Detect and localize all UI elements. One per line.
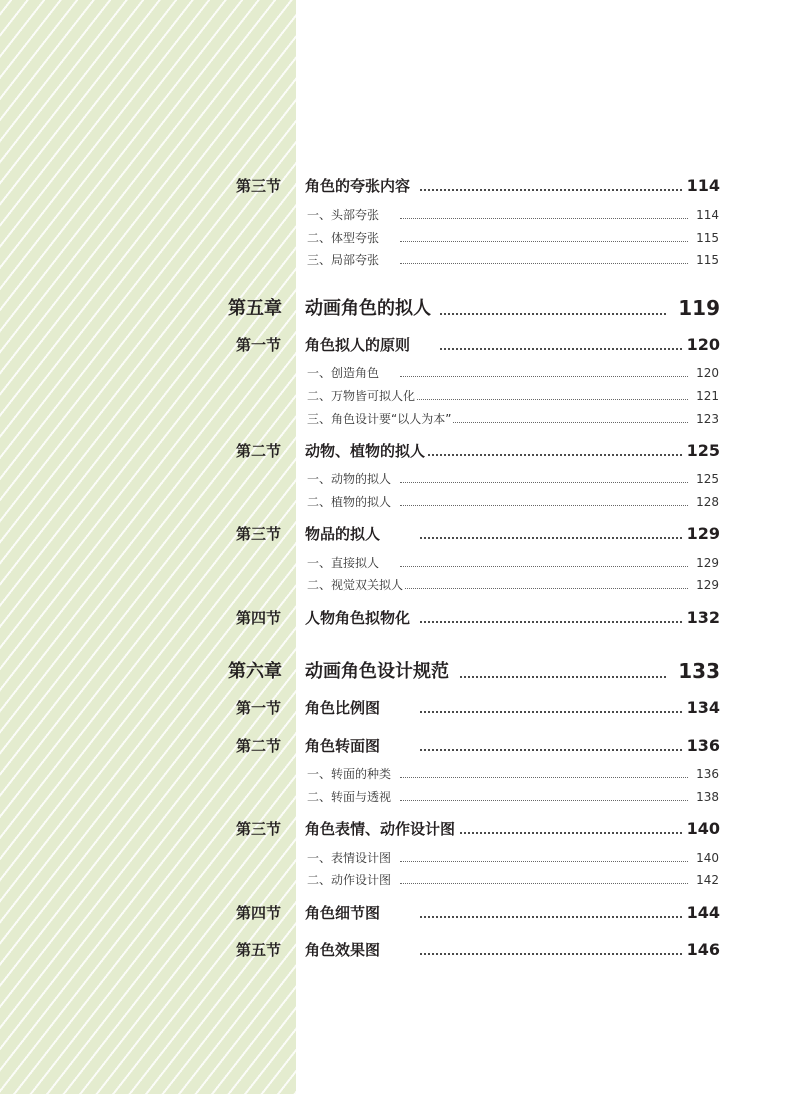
page-number: 114 xyxy=(696,208,719,222)
leader-dots xyxy=(400,566,688,567)
leader-dots xyxy=(440,348,682,350)
toc-section-row[interactable] xyxy=(0,938,800,958)
section-number: 第四节 xyxy=(236,609,282,627)
subsection-title: 二、万物皆可拟人化 xyxy=(307,389,416,403)
leader-dots xyxy=(400,777,688,778)
toc-subsection-row[interactable] xyxy=(0,870,800,886)
subsection-title: 三、局部夸张 xyxy=(307,253,380,267)
section-number: 第一节 xyxy=(236,336,282,354)
toc-section-row[interactable] xyxy=(0,696,800,716)
toc-chapter-row[interactable] xyxy=(0,657,800,681)
page-number: 140 xyxy=(686,819,720,838)
subsection-title: 二、动作设计图 xyxy=(307,873,392,887)
section-title: 角色效果图 xyxy=(305,941,381,959)
subsection-title: 一、头部夸张 xyxy=(307,208,380,222)
subsection-title: 二、体型夸张 xyxy=(307,231,380,245)
leader-dots xyxy=(420,189,682,191)
leader-dots xyxy=(460,676,666,678)
page-number: 142 xyxy=(696,873,719,887)
page-number: 129 xyxy=(696,578,719,592)
leader-dots xyxy=(400,218,688,219)
toc-subsection-row[interactable] xyxy=(0,787,800,803)
page-number: 144 xyxy=(686,903,720,922)
section-title: 角色细节图 xyxy=(305,904,381,922)
section-number: 第二节 xyxy=(236,737,282,755)
section-number: 第四节 xyxy=(236,904,282,922)
leader-dots xyxy=(420,711,682,713)
section-title: 角色转面图 xyxy=(305,737,381,755)
page-number: 136 xyxy=(686,736,720,755)
page-number: 114 xyxy=(686,176,720,195)
page-number: 134 xyxy=(686,698,720,717)
toc-subsection-row[interactable] xyxy=(0,764,800,780)
subsection-title: 二、转面与透视 xyxy=(307,790,392,804)
toc-subsection-row[interactable] xyxy=(0,409,800,425)
leader-dots xyxy=(420,916,682,918)
page-number: 140 xyxy=(696,851,719,865)
page-number: 120 xyxy=(686,335,720,354)
toc-section-row[interactable] xyxy=(0,439,800,459)
page-number: 115 xyxy=(696,253,719,267)
leader-dots xyxy=(400,241,688,242)
leader-dots xyxy=(400,861,688,862)
section-title: 动物、植物的拟人 xyxy=(305,442,426,460)
page-number: 115 xyxy=(696,231,719,245)
section-number: 第五节 xyxy=(236,941,282,959)
chapter-number: 第六章 xyxy=(228,661,282,682)
subsection-title: 一、表情设计图 xyxy=(307,851,392,865)
section-number: 第一节 xyxy=(236,699,282,717)
toc-subsection-row[interactable] xyxy=(0,228,800,244)
section-title: 角色比例图 xyxy=(305,699,381,717)
leader-dots xyxy=(400,376,688,377)
toc-subsection-row[interactable] xyxy=(0,205,800,221)
toc-subsection-row[interactable] xyxy=(0,363,800,379)
leader-dots xyxy=(420,621,682,623)
section-title: 角色的夸张内容 xyxy=(305,177,411,195)
leader-dots xyxy=(400,505,688,506)
page-number: 120 xyxy=(696,366,719,380)
page-number: 123 xyxy=(696,412,719,426)
page-number: 138 xyxy=(696,790,719,804)
page-number: 125 xyxy=(696,472,719,486)
subsection-title: 一、创造角色 xyxy=(307,366,380,380)
page-number: 146 xyxy=(686,940,720,959)
leader-dots xyxy=(460,832,682,834)
toc-chapter-row[interactable] xyxy=(0,294,800,318)
toc-subsection-row[interactable] xyxy=(0,848,800,864)
chapter-title: 动画角色的拟人 xyxy=(305,298,431,319)
section-title: 物品的拟人 xyxy=(305,525,381,543)
leader-dots xyxy=(420,454,682,456)
leader-dots xyxy=(400,883,688,884)
section-number: 第三节 xyxy=(236,177,282,195)
subsection-title: 一、直接拟人 xyxy=(307,556,380,570)
toc-subsection-row[interactable] xyxy=(0,575,800,591)
subsection-title: 三、角色设计要“以人为本” xyxy=(307,412,452,426)
leader-dots xyxy=(420,749,682,751)
subsection-title: 一、转面的种类 xyxy=(307,767,392,781)
page-number: 125 xyxy=(686,441,720,460)
toc-section-row[interactable] xyxy=(0,606,800,626)
page-number: 129 xyxy=(686,524,720,543)
subsection-title: 二、视觉双关拟人 xyxy=(307,578,404,592)
chapter-number: 第五章 xyxy=(228,298,282,319)
subsection-title: 一、动物的拟人 xyxy=(307,472,392,486)
page-number: 121 xyxy=(696,389,719,403)
toc-section-row[interactable] xyxy=(0,901,800,921)
page-number: 119 xyxy=(678,296,720,320)
leader-dots xyxy=(400,263,688,264)
leader-dots xyxy=(440,313,666,315)
page-number: 136 xyxy=(696,767,719,781)
toc-section-row[interactable] xyxy=(0,333,800,353)
chapter-title: 动画角色设计规范 xyxy=(305,661,449,682)
section-title: 人物角色拟物化 xyxy=(305,609,411,627)
leader-dots xyxy=(420,953,682,955)
toc-section-row[interactable] xyxy=(0,817,800,837)
toc-subsection-row[interactable] xyxy=(0,553,800,569)
page-number: 132 xyxy=(686,608,720,627)
toc-subsection-row[interactable] xyxy=(0,469,800,485)
subsection-title: 二、植物的拟人 xyxy=(307,495,392,509)
leader-dots xyxy=(400,482,688,483)
toc-subsection-row[interactable] xyxy=(0,386,800,402)
section-number: 第三节 xyxy=(236,820,282,838)
section-title: 角色表情、动作设计图 xyxy=(305,820,456,838)
toc-section-row[interactable] xyxy=(0,174,800,194)
toc-section-row[interactable] xyxy=(0,522,800,542)
section-number: 第三节 xyxy=(236,525,282,543)
leader-dots xyxy=(400,588,688,589)
leader-dots xyxy=(400,399,688,400)
page-number: 128 xyxy=(696,495,719,509)
toc-subsection-row[interactable] xyxy=(0,250,800,266)
leader-dots xyxy=(400,800,688,801)
section-title: 角色拟人的原则 xyxy=(305,336,411,354)
leader-dots xyxy=(420,537,682,539)
toc-section-row[interactable] xyxy=(0,734,800,754)
page-number: 133 xyxy=(678,659,720,683)
section-number: 第二节 xyxy=(236,442,282,460)
page-number: 129 xyxy=(696,556,719,570)
toc-subsection-row[interactable] xyxy=(0,492,800,508)
